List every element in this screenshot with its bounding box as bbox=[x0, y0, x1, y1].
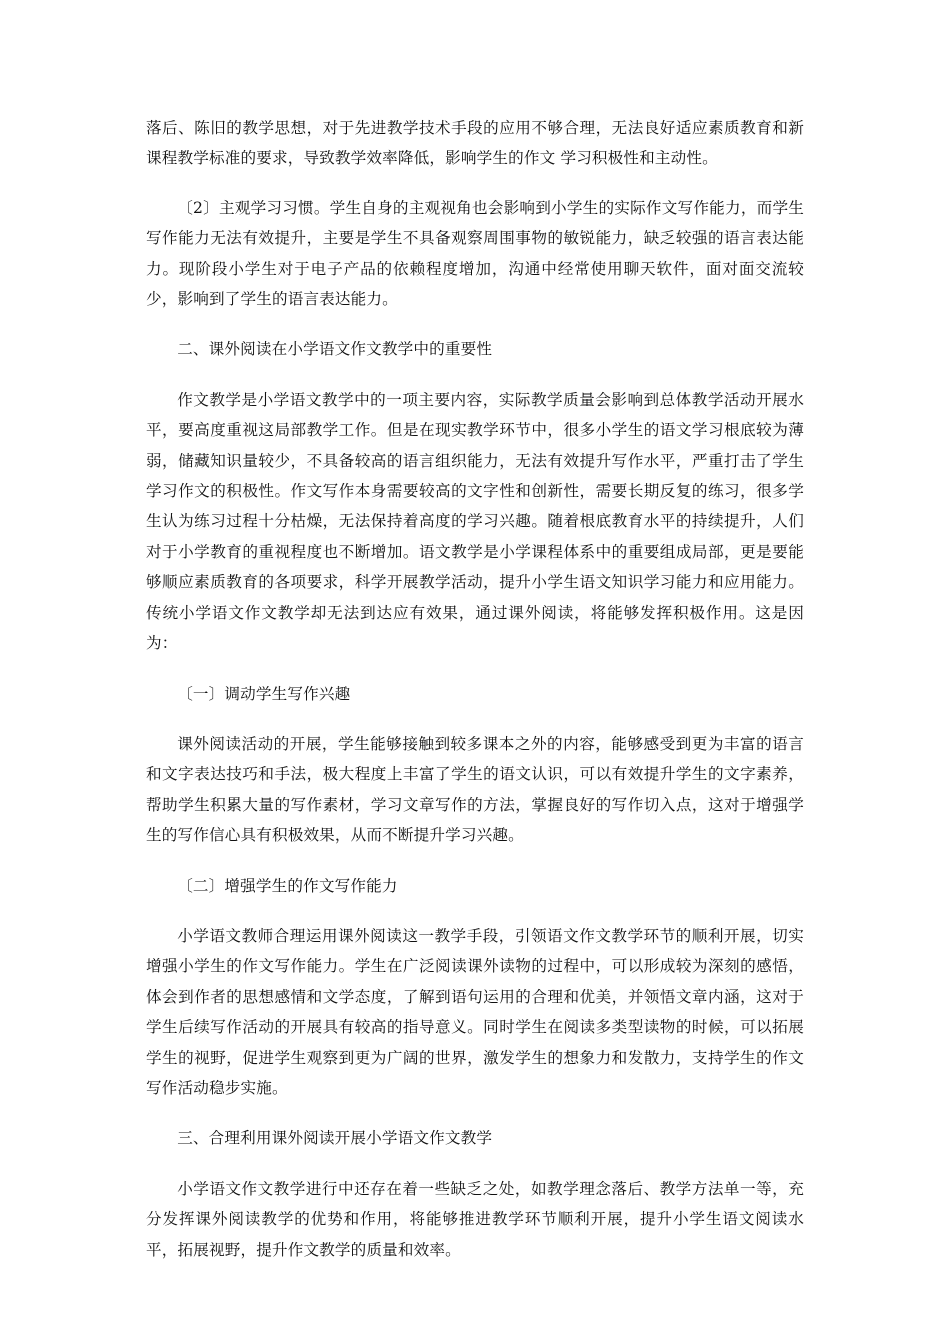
section-heading-three: 三、合理利用课外阅读开展小学语文作文教学 bbox=[177, 1129, 493, 1148]
subheading-two: 〔二〕增强学生的作文写作能力 bbox=[177, 876, 398, 895]
paragraph-subjective-habits: 〔2〕主观学习习惯。学生自身的主观视角也会影响到小学生的实际作文写作能力，而学生写作能力无法有效提升，主要是学生不具备观察周围事物的敏锐能力，缺乏较强的语言表达能力。现阶段小学生对于电子产品的依赖程度增加，沟通中经常使用聊天软件，面对面交流较少，影响到了学生的语言表达能力。 bbox=[146, 198, 804, 309]
section-heading-two: 二、课外阅读在小学语文作文教学中的重要性 bbox=[177, 340, 493, 359]
paragraph-importance: 作文教学是小学语文教学中的一项主要内容，实际教学质量会影响到总体教学活动开展水平，要高度重视这局部教学工作。但是在现实教学环节中，很多小学生的语文学习根底较为薄弱，储藏知识量较少，不具备较高的语言组织能力，无法有效提升写作水平，严重打击了学生学习作文的积极性。作文写作本身需要较高的文字性和创新性，需要长期反复的练习，很多学生认为练习过程十分枯燥，无法保持着高度的学习兴趣。随着根底教育水平的持续提升，人们对于小学教育的重视程度也不断增加。语文教学是小学课程体系中的重要组成局部，更是要能够顺应素质教育的各项要求，科学开展教学活动，提升小学生语文知识学习能力和应用能力。传统小学语文作文教学却无法到达应有效果，通过课外阅读，将能够发挥积极作用。这是因为： bbox=[146, 390, 804, 653]
document-body bbox=[146, 113, 804, 1265]
paragraph-interest: 课外阅读活动的开展，学生能够接触到较多课本之外的内容，能够感受到更为丰富的语言和文字表达技巧和手法，极大程度上丰富了学生的语文认识，可以有效提升学生的文字素养，帮助学生积累大量的写作素材，学习文章写作的方法，掌握良好的写作切入点，这对于增强学生的写作信心具有积极效果，从而不断提升学习兴趣。 bbox=[146, 734, 804, 845]
paragraph-continuation: 落后、陈旧的教学思想，对于先进教学技术手段的应用不够合理，无法良好适应素质教育和新课程教学标准的要求，导致教学效率降低，影响学生的作文 学习积极性和主动性。 bbox=[146, 119, 804, 168]
paragraph-writing-ability: 小学语文教师合理运用课外阅读这一教学手段，引领语文作文教学环节的顺利开展，切实增强小学生的作文写作能力。学生在广泛阅读课外读物的过程中，可以形成较为深刻的感悟，体会到作者的思想感情和文学态度，了解到语句运用的合理和优美，并领悟文章内涵，这对于学生后续写作活动的开展具有较高的指导意义。同时学生在阅读多类型读物的时候，可以拓展学生的视野，促进学生观察到更为广阔的世界，激发学生的想象力和发散力，支持学生的作文写作活动稳步实施。 bbox=[146, 926, 804, 1097]
subheading-one: 〔一〕调动学生写作兴趣 bbox=[177, 684, 351, 703]
paragraph-application: 小学语文作文教学进行中还存在着一些缺乏之处，如教学理念落后、教学方法单一等，充分发挥课外阅读教学的优势和作用，将能够推进教学环节顺利开展，提升小学生语文阅读水平，拓展视野，提升作文教学的质量和效率。 bbox=[146, 1179, 804, 1259]
